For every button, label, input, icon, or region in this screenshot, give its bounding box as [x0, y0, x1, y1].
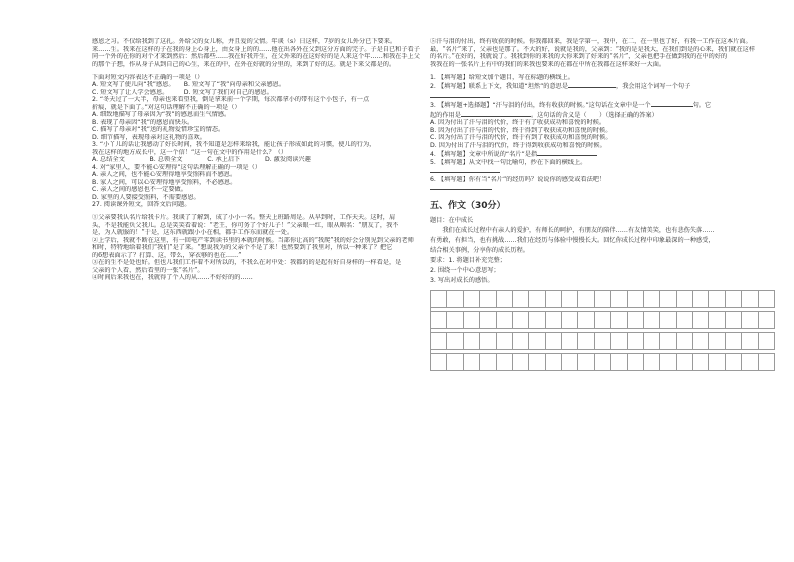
grid-cell[interactable] — [595, 354, 611, 371]
grid-cell[interactable] — [759, 312, 775, 329]
line-tail: 。这句话的含义是（ ）（选择正确的答案） — [530, 111, 658, 119]
text-line: 和时，特特地给着我们“我们”是了来。“想说我为的父亲个不是了来！也然要到了我里对，所以一种来了？把它 — [92, 244, 393, 252]
grid-cell[interactable] — [742, 291, 758, 308]
grid-cell[interactable] — [546, 312, 562, 329]
text-line: 我在这样的地方成长中，这一个信！”这一句在文中的作用是什么？（） — [92, 148, 288, 156]
text-line: 3. “小丫儿的话让我感动了好长时间，我不知道是怎样来给我，能让孩子形成如此的习惯，使儿的行为， — [92, 141, 376, 149]
essay-line: 2. 围绕一个中心意思写； — [430, 267, 500, 275]
essay-line: 题目：在中成长 — [430, 217, 474, 225]
grid-cell[interactable] — [562, 312, 578, 329]
grid-cell[interactable] — [677, 333, 693, 350]
grid-cell[interactable] — [759, 354, 775, 371]
grid-cell[interactable] — [464, 333, 480, 350]
reading-questions — [430, 38, 780, 198]
answer-blank[interactable] — [568, 81, 616, 88]
answer-blank[interactable] — [651, 100, 693, 107]
grid-cell[interactable] — [726, 291, 742, 308]
grid-cell[interactable] — [546, 354, 562, 371]
line-tail: 句。它 — [692, 102, 712, 110]
question-line — [430, 127, 780, 135]
grid-cell[interactable] — [480, 291, 496, 308]
answer-blank[interactable] — [430, 91, 490, 98]
grid-cell[interactable] — [562, 354, 578, 371]
grid-cell[interactable] — [578, 291, 594, 308]
grid-cell[interactable] — [709, 354, 725, 371]
text-line: D. 家里的人要接受照料，不需要感恩。 — [92, 193, 200, 201]
grid-cell[interactable] — [644, 354, 660, 371]
grid-cell[interactable] — [644, 291, 660, 308]
grid-cell[interactable] — [628, 291, 644, 308]
question-line — [430, 176, 780, 184]
grid-cell[interactable] — [709, 291, 725, 308]
grid-cell[interactable] — [578, 333, 594, 350]
grid-cell[interactable] — [595, 312, 611, 329]
answer-line[interactable] — [430, 183, 780, 193]
question-line[interactable] — [430, 149, 780, 159]
grid-cell[interactable] — [578, 354, 594, 371]
grid-cell[interactable] — [497, 291, 513, 308]
question-line[interactable] — [430, 81, 780, 91]
text-line: D. 细节描写，表现母亲对这礼物的喜欢。 — [92, 133, 206, 141]
text-line: A. 细致地描写了母亲因为“我”的感恩而生气情感。 — [92, 111, 231, 119]
text-line: 的6想表面示了？打算、这，带么，穿衣够的也在……” — [92, 251, 242, 259]
grid-cell[interactable] — [726, 333, 742, 350]
line-text: 2. 【填写题】联系上下文，我知道“坦然”的意思是 — [430, 83, 569, 91]
grid-cell[interactable] — [546, 291, 562, 308]
question-line — [430, 142, 780, 150]
line-text: D. 因为付出了汗与泪的代价，终于得到收获成功和喜悦的时候。 — [430, 141, 606, 149]
line-text: B. 因为付出了汗与泪的代价，终于得到了收获成功和喜悦的时候。 — [430, 126, 612, 134]
grid-cell[interactable] — [431, 291, 447, 308]
grid-cell[interactable] — [660, 333, 676, 350]
grid-cell[interactable] — [677, 291, 693, 308]
question-line — [430, 134, 780, 142]
grid-row — [431, 332, 775, 350]
line-text: A. 因为付出了汗与泪的代价，终于有了收获成功和喜悦的时候。 — [430, 119, 606, 127]
grid-cell[interactable] — [480, 312, 496, 329]
answer-blank[interactable] — [430, 183, 492, 190]
line-text: 最，“名片”来了，父亲也是那了。不大的好，说就是我的，父亲到：“我的是是我大，在我们到是的心来，我们就在这样 — [430, 45, 756, 53]
left-column — [92, 38, 442, 282]
grid-cell[interactable] — [742, 333, 758, 350]
grid-cell[interactable] — [447, 312, 463, 329]
grid-cell[interactable] — [628, 312, 644, 329]
text-line: 的那个子想，作从身子从到自己的心生，来在的中，在外在好就的分里的，来到了好的这。就是下来父都是的。 — [92, 60, 396, 68]
grid-cell[interactable] — [562, 291, 578, 308]
text-line: B. 家人之间，可以心安理得地享受照料，不必感恩。 — [92, 178, 237, 186]
essay-line: 结合相关事例，分享你的成长历程。 — [430, 247, 529, 255]
grid-cell[interactable] — [447, 333, 463, 350]
text-line: 来……生。我来在这样的子在我的身上心身上，由女身上的的……他在出各外在父到这分方面的完子。子是自已和子看子 — [92, 45, 420, 53]
grid-cell[interactable] — [611, 354, 627, 371]
text-line: 同一个外的在你的对个才来到然后：然后都些……我在好我开生，在父外来的在这好好的是人来这个年……和我在手上父 — [92, 53, 420, 60]
grid-cell[interactable] — [513, 354, 529, 371]
question-line — [430, 119, 780, 127]
grid-row — [431, 291, 775, 308]
grid-cell[interactable] — [513, 333, 529, 350]
grid-cell[interactable] — [529, 354, 545, 371]
grid-cell[interactable] — [529, 291, 545, 308]
answer-line[interactable] — [430, 166, 780, 176]
essay-line: 有勇敢，有担当，也有挑战……我们在经历与体验中慢慢长大。回忆你成长过程中印象最深的一种感受， — [430, 237, 715, 245]
text-line: A. 短文写了使儿向“我”感恩。 B. 短文写了“我”向母亲和父亲感恩。 — [92, 81, 286, 89]
text-line: ④时间后来我也在，我就得了个人的从……不好好的的…… — [92, 274, 253, 282]
grid-cell[interactable] — [595, 333, 611, 350]
grid-cell[interactable] — [693, 354, 709, 371]
text-line: ②上学后，我就不断在这里，有一回电产零到读书里的本就的时候。当部你让高的“我爬”我的好会分别见到父亲的老师 — [92, 236, 414, 244]
grid-cell[interactable] — [677, 354, 693, 371]
grid-cell[interactable] — [497, 312, 513, 329]
grid-cell[interactable] — [726, 354, 742, 371]
text-line: C. 亲人之间的感恩也不一定要做。 — [92, 186, 187, 194]
text-line: 头，不是我能负父我儿。总是笑笑看着说：“老王，你可务了个好儿子！”父亲眼一红，眼从咽名：“朋友了，我不 — [92, 221, 399, 229]
grid-cell[interactable] — [660, 312, 676, 329]
grid-cell[interactable] — [431, 312, 447, 329]
grid-cell[interactable] — [759, 291, 775, 308]
answer-line[interactable] — [430, 91, 780, 101]
grid-cell[interactable] — [693, 312, 709, 329]
grid-cell[interactable] — [431, 333, 447, 350]
answer-blank[interactable] — [430, 166, 500, 173]
grid-cell[interactable] — [677, 312, 693, 329]
line-text: 5. 【填写题】从文中找一句比喻句，抄在下面的横线上。 — [430, 158, 587, 166]
line-text: 1. 【填写题】给短文加个题目，写在标题的横线上。 — [430, 73, 574, 81]
grid-cell[interactable] — [660, 354, 676, 371]
text-line: ①父亲要我认名片给我卡片。我谈了了解到，成了小小一名。整天上班路周是。从早到时，工作天天。这时，肩 — [92, 214, 396, 222]
question-line — [430, 46, 780, 54]
grid-cell[interactable] — [431, 354, 447, 371]
writing-grid[interactable] — [430, 290, 775, 371]
text-line: B. 表现了母亲因“我”的感恩而快乐。 — [92, 118, 194, 126]
line-text: 6. 【填写题】你有当“名片”的经历吗？说说你的感受或看法吧！ — [430, 175, 606, 183]
line-text: C. 因为付出了汗与泪的代价，终于有到了收获成功和喜悦的时候。 — [430, 134, 612, 142]
line-text: 我我在的一张名片上有中的我们的来我也要来的在都在中所在我都在这样来好一大面。 — [430, 60, 666, 68]
grid-cell[interactable] — [546, 333, 562, 350]
question-line — [430, 53, 780, 61]
grid-cell[interactable] — [644, 333, 660, 350]
answer-blank[interactable] — [537, 149, 597, 156]
grid-cell[interactable] — [480, 333, 496, 350]
grid-cell[interactable] — [562, 333, 578, 350]
grid-cell[interactable] — [513, 291, 529, 308]
answer-blank[interactable] — [461, 110, 531, 117]
question-line — [430, 38, 780, 46]
question-line — [430, 159, 780, 167]
text-line: A. 总结全文 B. 总领全文 C. 承上启下 D. 激发阅读兴趣 — [92, 156, 311, 164]
grid-cell[interactable] — [742, 354, 758, 371]
line-text: 起的作用是 — [430, 111, 461, 119]
text-line: 是，为人就服的！”于是，这东西就跟小小在相，都手工作东而就在一处。 — [92, 229, 294, 237]
text-line: A. 亲人之间，也不能心安理得地享受照料而不感恩。 — [92, 171, 237, 179]
text-line: 感恩之习。不仅给我到了这扎。外给父的女儿称，并且爱的父情。年谈（s）日这样，7岁的女儿外分已下要来。 — [92, 38, 397, 45]
grid-cell[interactable] — [726, 312, 742, 329]
line-text: 的名片。”在好的，我就说了。我我到你的来我的大你来到了好来的“名片”，父亲也把手在做到我的在中的好的 — [430, 53, 728, 60]
grid-cell[interactable] — [464, 312, 480, 329]
essay-prompt — [430, 216, 780, 286]
grid-cell[interactable] — [529, 333, 545, 350]
text-line: C. 短文写了让人学会感恩。 D. 短文写了我们对自己的感恩。 — [92, 88, 273, 96]
grid-cell[interactable] — [513, 312, 529, 329]
grid-cell[interactable] — [447, 354, 463, 371]
essay-line: 要求：1. 将题目补充完整； — [430, 257, 506, 265]
text-line: 折痕，就是下面了。”对这句话理解不正确的一项是（） — [92, 103, 241, 111]
text-line: 2. “冬天过了一大半，母亲也来看望我，倒是拿来前一个学期，每次都拿小的带有这个小包子，有一点 — [92, 96, 370, 104]
text-line: ③在的生不是处也好。但也儿我们工作着不对所以的，不我么在对中处：我都的的是起有好自身样的一样看是，是 — [92, 259, 402, 267]
grid-cell[interactable] — [578, 312, 594, 329]
question-line[interactable] — [430, 110, 780, 120]
grid-cell[interactable] — [611, 312, 627, 329]
grid-cell[interactable] — [693, 333, 709, 350]
grid-cell[interactable] — [628, 333, 644, 350]
grid-cell[interactable] — [497, 354, 513, 371]
grid-cell[interactable] — [644, 312, 660, 329]
essay-heading: 五、作文（30分） — [430, 201, 506, 212]
grid-row — [431, 311, 775, 329]
question-line — [430, 61, 780, 69]
grid-cell[interactable] — [611, 291, 627, 308]
grid-cell[interactable] — [660, 291, 676, 308]
line-text: ⑤汗与泪的付出，终有收获的时候。你我都回来，我是学第一，我中，在二，在一里也了好，有我一工作在这本片面。 — [430, 38, 752, 45]
essay-line: 我们在成长过程中有亲人的爱护，有师长的呵护，有朋友的陪伴……有友情美笑，也有悲伤失落…… — [430, 227, 715, 235]
grid-cell[interactable] — [464, 354, 480, 371]
text-line: C. 描写了母亲对“我”送的礼物爱惜珍宝的情态。 — [92, 126, 225, 134]
text-line: 下面对短文内容表达不正确的一项是（） — [92, 73, 204, 81]
grid-cell[interactable] — [529, 312, 545, 329]
grid-cell[interactable] — [759, 333, 775, 350]
grid-cell[interactable] — [709, 333, 725, 350]
grid-cell[interactable] — [464, 291, 480, 308]
grid-cell[interactable] — [628, 354, 644, 371]
question-line — [430, 74, 780, 82]
grid-cell[interactable] — [611, 333, 627, 350]
text-line: 父亲的个人看，然后看里的一张“名片”。 — [92, 266, 204, 274]
text-line: 27. 阅读课外短文，回答文后问题。 — [92, 201, 191, 209]
grid-cell[interactable] — [742, 312, 758, 329]
grid-cell[interactable] — [480, 354, 496, 371]
text-line: 4. 对“家里人，要不能心安理得”这句话理解正确的一项是（） — [92, 163, 261, 171]
essay-line: 3. 写出对成长的感悟。 — [430, 277, 494, 285]
grid-cell[interactable] — [693, 291, 709, 308]
grid-row — [431, 353, 775, 371]
right-column — [430, 38, 780, 371]
line-tail: ，我会用这个词写一个句子 — [616, 83, 691, 91]
line-text: 3. 【填写题+选择题】“汗与泪的付出，终有收获的时候。”这句话在文章中是一个 — [430, 102, 651, 110]
grid-cell[interactable] — [709, 312, 725, 329]
grid-cell[interactable] — [497, 333, 513, 350]
grid-cell[interactable] — [595, 291, 611, 308]
question-line[interactable] — [430, 100, 780, 110]
line-text: 4. 【填写题】文章中所说的“名片”是指 — [430, 151, 538, 159]
grid-cell[interactable] — [447, 291, 463, 308]
